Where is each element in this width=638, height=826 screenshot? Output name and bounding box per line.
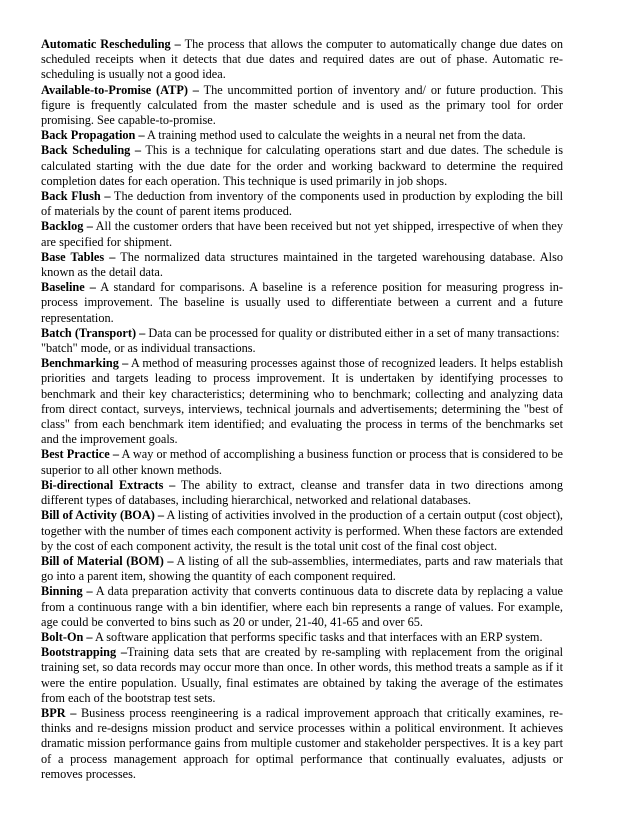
glossary-entry-bolt-on [41, 630, 563, 645]
term: BPR – [41, 705, 77, 720]
definition: The uncommitted portion of inventory and/ or future production. This figure is frequently calculated from the master schedule and is used as the primary tool for order promising. See capable-to-promise. [41, 82, 564, 128]
glossary-entry-boa [41, 508, 563, 554]
definition: The ability to extract, cleanse and transfer data in two directions among different types of databases, including hierarchical, networked and relational databases. [41, 477, 563, 508]
definition: A listing of activities involved in the production of a certain output (cost object), together with the number of times each component activity is performed. When these factors are extended by the cost of each component activity, the result is the total unit cost of the final cost object. [41, 508, 563, 553]
glossary-entry-atp [41, 83, 563, 129]
term: Bi-directional Extracts – [41, 477, 176, 492]
definition: A software application that performs specific tasks and that interfaces with an ERP system. [92, 629, 543, 644]
glossary-entry-baseline [41, 280, 563, 326]
definition: Training data sets that are created by re-sampling with replacement from the original training set, so data records may occur more than once. In other words, this method treats a sample as if it were the entire population. Usually, final estimates are obtained by taking the average of the estimates from each of the bootstrap test sets. [41, 645, 563, 705]
definition: A data preparation activity that converts continuous data to discrete data by replacing a value from a continuous range with a bin identifier, where each bin represents a range of values. For example, age could be converted to bins such as 20 or under, 21-40, 41-65 and over 65. [41, 584, 563, 629]
definition: This is a technique for calculating operations start and due dates. The schedule is calculated starting with the due date for the order and working backward to determine the required completion dates for each operation. This technique is used primarily in job shops. [41, 143, 563, 188]
glossary-entry-backlog [41, 219, 563, 249]
definition: A training method used to calculate the weights in a neural net from the data. [144, 128, 526, 143]
term: Bill of Material (BOM) – [41, 553, 174, 568]
term: Back Scheduling – [41, 143, 142, 158]
glossary-page [41, 37, 563, 782]
glossary-entry-back-propagation [41, 128, 563, 143]
term: Best Practice – [41, 447, 120, 462]
glossary-entry-automatic-rescheduling [41, 37, 563, 83]
definition: The process that allows the computer to automatically change due dates on scheduled receipts when it detects that due dates and required dates are out of phase. Automatic re-scheduling is usually not a good idea. [41, 37, 563, 82]
glossary-entry-back-flush [41, 189, 563, 219]
term: Benchmarking – [41, 356, 129, 371]
term: Bolt-On – [41, 629, 93, 644]
term: Bill of Activity (BOA) – [41, 508, 165, 523]
glossary-entry-back-scheduling [41, 143, 563, 189]
term: Baseline – [41, 280, 96, 295]
glossary-entry-bootstrapping [41, 645, 563, 706]
term: Back Flush – [41, 189, 111, 204]
definition: All the customer orders that have been received but not yet shipped, irrespective of when they are specified for shipment. [41, 219, 563, 249]
term: Batch (Transport) – [41, 325, 146, 340]
term: Automatic Rescheduling – [41, 37, 181, 51]
glossary-entry-batch-transport [41, 326, 563, 341]
definition: The deduction from inventory of the components used in production by exploding the bill of materials by the count of parent items produced. [41, 189, 563, 219]
definition: Data can be processed for quality or distributed either in a set of many transactions: [145, 325, 560, 340]
glossary-entry-bpr [41, 706, 563, 782]
definition: A method of measuring processes against those of recognized leaders. It helps establish priorities and targets leading to process improvement. It is undertaken by identifying processes to benchmark and their key characteristics; determining who to benchmark; collecting and analyzing data from direct contact, surveys, interviews, technical journals and advertisements; determining the "best of class" from each benchmark item identified; and evaluating the process in terms of the benchmarks set and the improvement goals. [41, 356, 563, 447]
glossary-entry-bom [41, 554, 563, 584]
glossary-entry-bi-directional-extracts [41, 478, 563, 508]
glossary-entry-base-tables [41, 250, 563, 280]
term: Back Propagation – [41, 128, 145, 143]
term: Available-to-Promise (ATP) – [41, 82, 199, 97]
definition: A standard for comparisons. A baseline is a reference position for measuring progress in-process improvement. The baseline is usually used to differentiate between a current and a future representation. [41, 280, 563, 325]
definition: A way or method of accomplishing a business function or process that is considered to be superior to all other known methods. [41, 447, 563, 477]
glossary-entry-benchmarking [41, 356, 563, 447]
term: Base Tables – [41, 249, 116, 264]
term: Backlog – [41, 219, 93, 234]
term: Bootstrapping – [41, 645, 127, 660]
term: Binning – [41, 584, 93, 599]
glossary-entry-batch-note: "batch" mode, or as individual transactions. [41, 341, 256, 356]
definition: The normalized data structures maintained in the targeted warehousing database. Also known as the detail data. [41, 249, 563, 280]
definition: A listing of all the sub-assemblies, intermediates, parts and raw materials that go into a parent item, showing the quantity of each component required. [41, 553, 563, 584]
glossary-entry-best-practice [41, 447, 563, 477]
definition: Business process reengineering is a radical improvement approach that critically examines, re-thinks and re-designs mission product and service processes within a political environment. It achieves dramatic mission performance gains from multiple customer and stakeholder perspectives. It is a key part of a process management approach for optimal performance that continually evaluates, adjusts or removes processes. [41, 705, 563, 781]
glossary-entry-binning [41, 584, 563, 630]
